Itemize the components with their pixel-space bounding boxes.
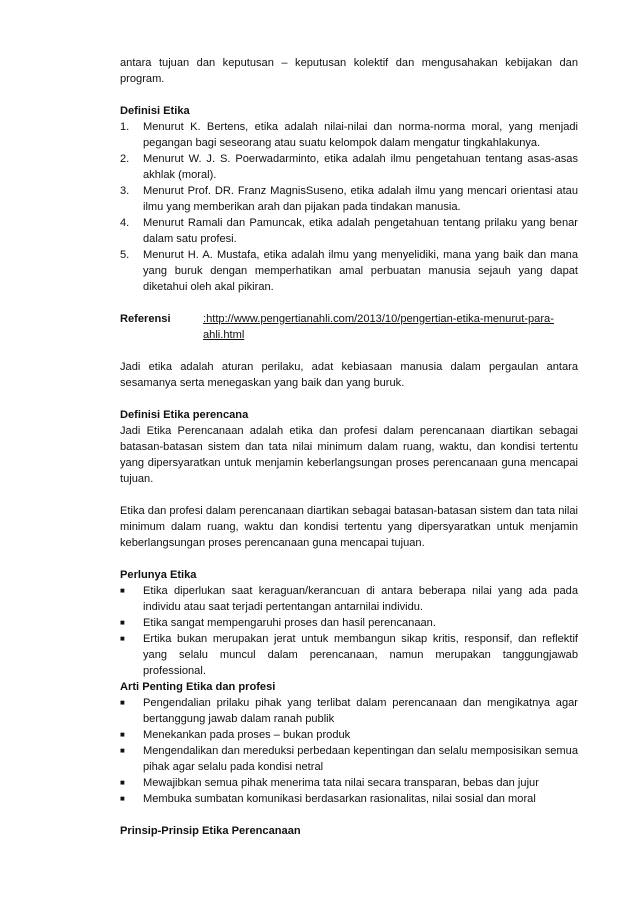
list-item: ■ Etika sangat mempengaruhi proses dan hasil perencanaan. [120,617,436,629]
square-bullet-icon: ■ [120,746,125,755]
document-page [120,55,578,839]
list-number: 2. [120,153,130,165]
referensi-row [120,311,578,343]
definisi-etika-perencana-heading: Definisi Etika perencana [120,409,249,421]
referensi-label: Referensi [120,313,171,325]
square-bullet-icon: ■ [120,634,125,643]
list-number: 5. [120,249,130,261]
perencana-paragraph-1: Jadi Etika Perencanaan adalah etika dan profesi dalam perencanaan diartikan sebagai batasan-batasan sistem dan tata nilai minimum dalam ruang, waktu, dan kondisi tertentu yang dipersyaratkan untuk menjamin keberlangsungan proses perencanaan guna mencapai tujuan. [120,425,578,485]
arti-penting-list [120,695,578,807]
square-bullet-icon: ■ [120,586,125,595]
list-item: ■ Membuka sumbatan komunikasi berdasarkan rasionalitas, nilai sosial dan moral [120,793,536,805]
list-item: ■ Menekankan pada proses – bukan produk [120,729,351,741]
referensi-link[interactable]: :http://www.pengertianahli.com/2013/10/pengertian-etika-menurut-para- ahli.html [203,313,554,341]
list-number: 1. [120,121,130,133]
list-item: ■ Mewajibkan semua pihak menerima tata nilai secara transparan, bebas dan jujur [120,777,539,789]
list-item: ■ Pengendalian prilaku pihak yang terlibat dalam perencanaan dan mengikatnya agar bertanggung jawab dalam ranah publik [120,697,578,725]
definisi-etika-heading: Definisi Etika [120,105,190,117]
list-item: 5. Menurut H. A. Mustafa, etika adalah ilmu yang menyelidiki, mana yang baik dan mana yang buruk dengan memperhatikan amal perbuatan manusia sejauh yang dapat diketahui oleh akal pikiran. [120,249,578,293]
definisi-etika-list [120,119,578,295]
square-bullet-icon: ■ [120,698,125,707]
list-item: ■ Mengendalikan dan mereduksi perbedaan kepentingan dan selalu memposisikan semua pihak agar selalu pada kondisi netral [120,745,578,773]
perlunya-etika-list [120,583,578,679]
jadi-etika-paragraph: Jadi etika adalah aturan perilaku, adat kebiasaan manusia dalam pergaulan antara sesamanya serta menegaskan yang baik dan yang buruk. [120,361,578,389]
perencana-paragraph-2: Etika dan profesi dalam perencanaan diartikan sebagai batasan-batasan sistem dan tata nilai minimum dalam ruang, waktu dan kondisi tertentu yang dipersyaratkan untuk menjamin keberlangsungan proses perencanaan guna mencapai tujuan. [120,505,578,549]
list-item: 3. Menurut Prof. DR. Franz MagnisSuseno, etika adalah ilmu yang mencari orientasi atau ilmu yang memberikan arah dan pijakan pada tindakan manusia. [120,185,578,213]
square-bullet-icon: ■ [120,618,125,627]
list-item: ■ Etika diperlukan saat keraguan/kerancuan di antara beberapa nilai yang ada pada individu atau saat terjadi pertentangan antarnilai individu. [120,585,578,613]
square-bullet-icon: ■ [120,794,125,803]
list-item: ■ Ertika bukan merupakan jerat untuk membangun sikap kritis, responsif, dan reflektif yang selalu muncul dalam perencanaan, namun merupakan tanggungjawab professional. [120,633,578,677]
square-bullet-icon: ■ [120,778,125,787]
prinsip-etika-heading: Prinsip-Prinsip Etika Perencanaan [120,825,301,837]
intro-tail-paragraph: antara tujuan dan keputusan – keputusan kolektif dan mengusahakan kebijakan dan program. [120,57,578,85]
perlunya-etika-heading: Perlunya Etika [120,569,197,581]
list-number: 4. [120,217,130,229]
square-bullet-icon: ■ [120,730,125,739]
list-number: 3. [120,185,130,197]
arti-penting-heading: Arti Penting Etika dan profesi [120,681,276,693]
list-item: 2. Menurut W. J. S. Poerwadarminto, etika adalah ilmu pengetahuan tentang asas-asas akhlak (moral). [120,153,578,181]
list-item: 4. Menurut Ramali dan Pamuncak, etika adalah pengetahuan tentang prilaku yang benar dalam satu profesi. [120,217,578,245]
list-item: 1. Menurut K. Bertens, etika adalah nilai-nilai dan norma-norma moral, yang menjadi pegangan bagi seseorang atau suatu kelompok dalam mengatur tingkahlakunya. [120,121,578,149]
